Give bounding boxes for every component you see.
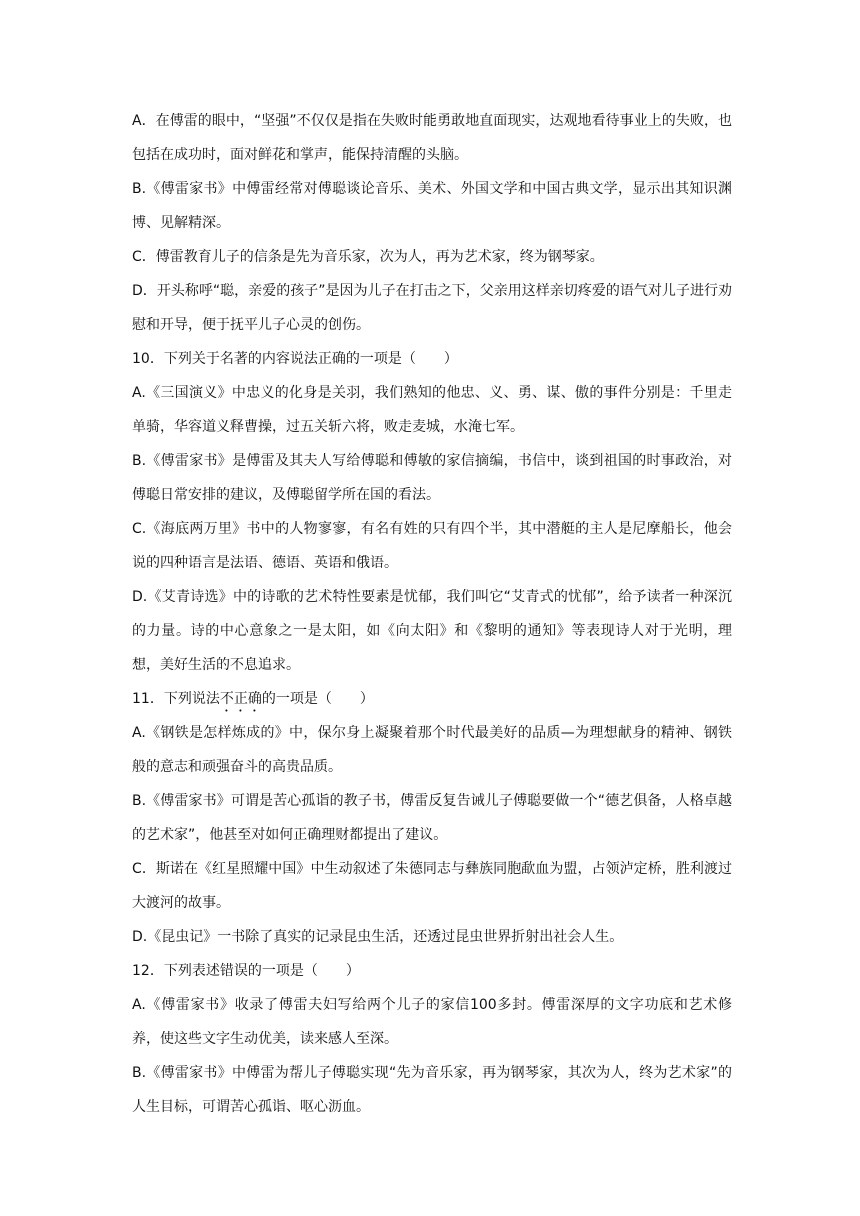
q11-title-after: 的一项是（ ）	[261, 691, 374, 707]
q11-title-before: 11．下列说法	[132, 691, 220, 707]
q10-option-c: C.《海底两万里》书中的人物寥寥，有名有姓的只有四个半，其中潜艇的主人是尼摩船长，他会说的四种语言是法语、德语、英语和俄语。	[132, 521, 732, 571]
q9-option-b: B.《傅雷家书》中傅雷经常对傅聪谈论音乐、美术、外国文学和中国古典文学，显示出其知识渊博、见解精深。	[132, 181, 732, 231]
q9-option-a: A．在傅雷的眼中，“坚强”不仅仅是指在失败时能勇敢地直面现实，达观地看待事业上的失败，也包括在成功时，面对鲜花和掌声，能保持清醒的头脑。	[132, 113, 732, 163]
q9-option-c: C．傅雷教育儿子的信条是先为音乐家，次为人，再为艺术家，终为钢琴家。	[132, 249, 604, 265]
q12-option-b: B.《傅雷家书》中傅雷为帮儿子傅聪实现“先为音乐家，再为钢琴家，其次为人，终为艺术家”的人生目标，可谓苦心孤诣、呕心沥血。	[132, 1065, 732, 1115]
q11-option-d: D.《昆虫记》一书除了真实的记录昆虫生活，还透过昆虫世界折射出社会人生。	[132, 929, 624, 945]
q10-option-a: A.《三国演义》中忠义的化身是关羽，我们熟知的他忠、义、勇、谋、傲的事件分别是：千里走单骑，华容道义释曹操，过五关斩六将，败走麦城，水淹七军。	[132, 385, 732, 435]
q11-title	[132, 682, 732, 716]
q12-option-a: A.《傅雷家书》收录了傅雷夫妇写给两个儿子的家信100多封。傅雷深厚的文字功底和艺术修养，使这些文字生动优美，读来感人至深。	[132, 997, 732, 1047]
q11-title-emphasis: 不正确	[219, 691, 262, 707]
q12-title: 12．下列表述错误的一项是（ ）	[132, 963, 360, 979]
q10-option-d: D.《艾青诗选》中的诗歌的艺术特性要素是忧郁，我们叫它“艾青式的忧郁”，给予读者一种深沉的力量。诗的中心意象之一是太阳，如《向太阳》和《黎明的通知》等表现诗人对于光明，理想，美好生活的不息追求。	[132, 589, 732, 673]
question-content	[132, 104, 732, 1124]
q11-option-a: A.《钢铁是怎样炼成的》中，保尔身上凝聚着那个时代最美好的品质—为理想献身的精神、钢铁般的意志和顽强奋斗的高贵品质。	[132, 725, 732, 775]
q11-option-b: B.《傅雷家书》可谓是苦心孤诣的教子书，傅雷反复告诫儿子傅聪要做一个“德艺俱备，人格卓越的艺术家”，他甚至对如何正确理财都提出了建议。	[132, 793, 732, 843]
q9-option-d: D．开头称呼“聪，亲爱的孩子”是因为儿子在打击之下，父亲用这样亲切疼爱的语气对儿子进行劝慰和开导，便于抚平儿子心灵的创伤。	[132, 283, 732, 333]
q10-title: 10．下列关于名著的内容说法正确的一项是（ ）	[132, 351, 458, 367]
q11-option-c: C．斯诺在《红星照耀中国》中生动叙述了朱德同志与彝族同胞歃血为盟，占领泸定桥，胜利渡过大渡河的故事。	[132, 861, 732, 911]
q10-option-b: B.《傅雷家书》是傅雷及其夫人写给傅聪和傅敏的家信摘编，书信中，谈到祖国的时事政治，对傅聪日常安排的建议，及傅聪留学所在国的看法。	[132, 453, 732, 503]
